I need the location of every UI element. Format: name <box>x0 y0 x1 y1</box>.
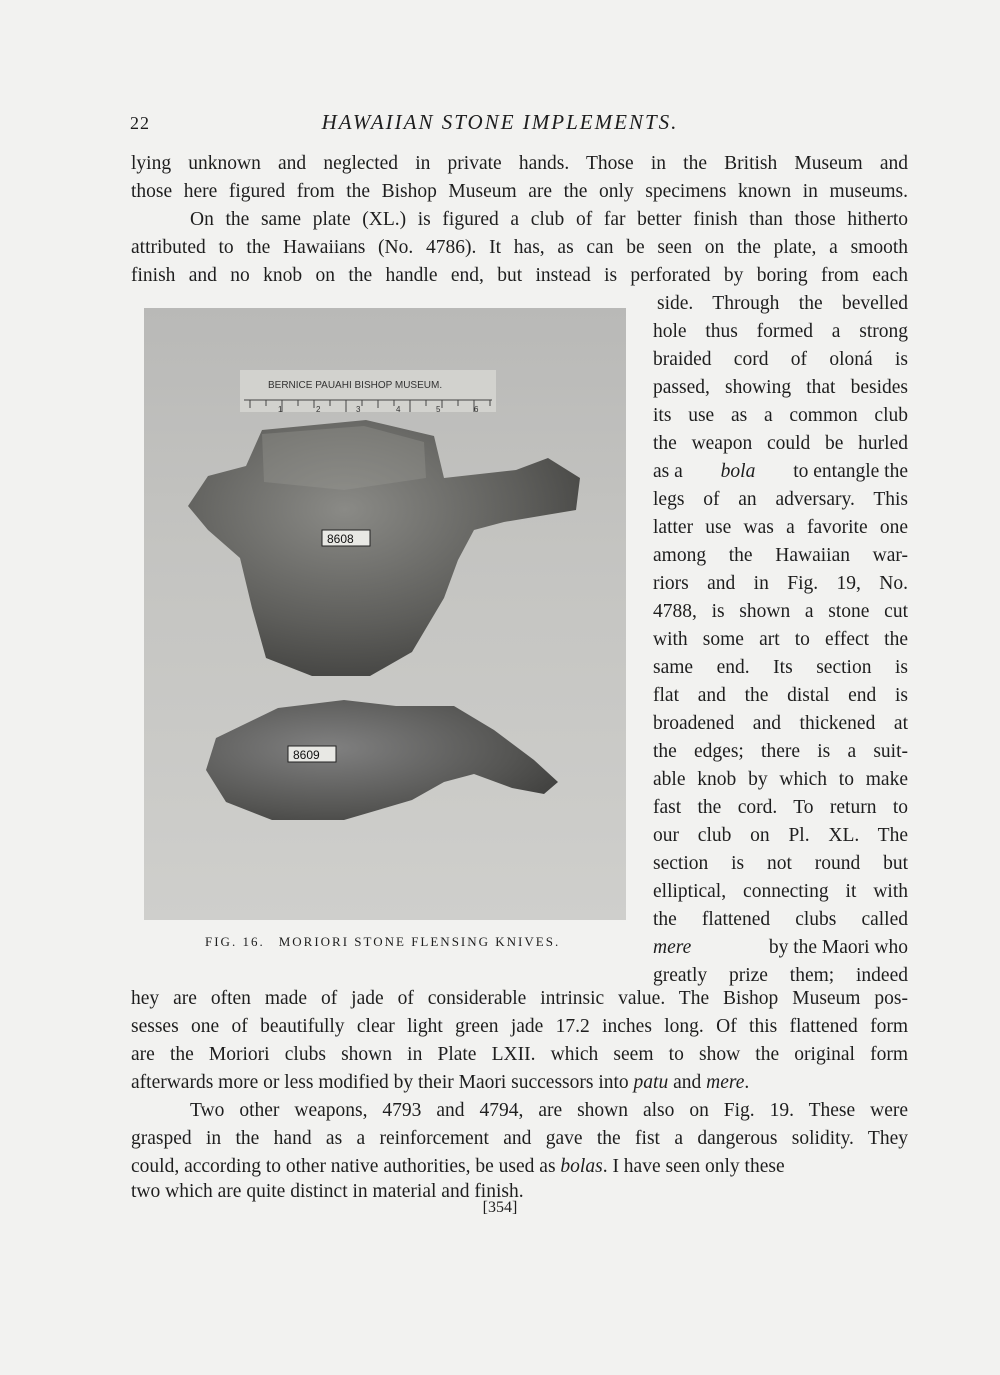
body-line: On the same plate (XL.) is figured a club of far better finish than those hitherto <box>190 209 908 230</box>
side-line: fast the cord. To return to <box>653 797 908 818</box>
body-line: are the Moriori clubs shown in Plate LXII. which seem to show the original form <box>131 1044 908 1065</box>
stone-knives-photo <box>144 308 626 920</box>
side-line: greatly prize them; indeed <box>653 965 908 986</box>
side-line: same end. Its section is <box>653 657 908 678</box>
side-line: among the Hawaiian war- <box>653 545 908 566</box>
body-line: grasped in the hand as a reinforcement and gave the fist a dangerous solidity. They <box>131 1128 908 1149</box>
side-line: section is not round but <box>653 853 908 874</box>
side-line: passed, showing that besides <box>653 377 908 398</box>
side-line: 4788, is shown a stone cut <box>653 601 908 622</box>
body-line: hey are often made of jade of considerable intrinsic value. The Bishop Museum pos- <box>131 988 908 1009</box>
ruler-tick-label: 4 <box>396 405 401 414</box>
side-line: the edges; there is a suit- <box>653 741 908 762</box>
tag-label: 8608 <box>327 532 354 546</box>
ruler-tick-label: 2 <box>316 405 321 414</box>
side-line: side. Through the bevelled <box>657 293 908 314</box>
side-line: broadened and thickened at <box>653 713 908 734</box>
body-line: two which are quite distinct in material and finish. <box>131 1181 524 1202</box>
caption-number: FIG. 16. <box>205 934 265 949</box>
side-line <box>653 934 908 961</box>
text-run: could, according to other native authorities, be used as <box>131 1156 561 1177</box>
side-line: latter use was a favorite one <box>653 517 908 538</box>
text-run: . <box>744 1072 750 1093</box>
ruler-tick-label: 5 <box>436 405 441 414</box>
text-run: patu <box>633 1072 669 1093</box>
stone-knife-lower <box>206 700 558 820</box>
body-line: Two other weapons, 4793 and 4794, are shown also on Fig. 19. These were <box>190 1100 908 1121</box>
text-run: bola <box>720 461 756 482</box>
museum-label: BERNICE PAUAHI BISHOP MUSEUM. <box>268 380 443 391</box>
side-line: the weapon could be hurled <box>653 433 908 454</box>
page-number: 22 <box>130 113 150 133</box>
body-line: sesses one of beautifully clear light green jade 17.2 inches long. Of this flattened form <box>131 1016 908 1037</box>
figure-caption <box>205 934 560 950</box>
body-line: lying unknown and neglected in private hands. Those in the British Museum and <box>131 153 908 174</box>
side-line: able knob by which to make <box>653 769 908 790</box>
side-line: legs of an adversary. This <box>653 489 908 510</box>
caption-title: MORIORI STONE FLENSING KNIVES. <box>278 934 561 949</box>
text-run: afterwards more or less modified by their Maori successors into <box>131 1072 634 1093</box>
side-line <box>653 458 908 485</box>
text-run: . I have seen only these <box>602 1156 785 1177</box>
text-run: mere <box>706 1072 745 1093</box>
text-run: as a <box>653 461 683 482</box>
running-head: HAWAIIAN STONE IMPLEMENTS. <box>321 110 679 134</box>
side-line: elliptical, connecting it with <box>653 881 908 902</box>
tag-label: 8609 <box>293 748 320 762</box>
side-line: riors and in Fig. 19, No. <box>653 573 908 594</box>
body-line <box>131 1153 908 1180</box>
text-run: bolas <box>560 1156 603 1177</box>
ruler-tick-label: 6 <box>474 405 479 414</box>
body-line <box>131 1069 908 1096</box>
body-line: those here figured from the Bishop Museum are the only specimens known in museums. <box>131 181 908 202</box>
text-run: mere <box>653 937 692 958</box>
side-line: hole thus formed a strong <box>653 321 908 342</box>
ruler-tick-label: 3 <box>356 405 361 414</box>
side-line: flat and the distal end is <box>653 685 908 706</box>
body-line: attributed to the Hawaiians (No. 4786). It has, as can be seen on the plate, a smooth <box>131 237 908 258</box>
body-line: finish and no knob on the handle end, but instead is perforated by boring from each <box>131 265 908 286</box>
text-run: and <box>668 1072 707 1093</box>
ruler-tick-label: 1 <box>278 405 283 414</box>
plate-reference: [354] <box>482 1199 518 1216</box>
side-line: braided cord of oloná is <box>653 349 908 370</box>
side-line: with some art to effect the <box>653 629 908 650</box>
text-run: by the Maori who <box>768 937 908 958</box>
side-line: its use as a common club <box>653 405 908 426</box>
text-run: to entangle the <box>793 461 908 482</box>
side-line: our club on Pl. XL. The <box>653 825 908 846</box>
figure-photograph <box>144 308 626 920</box>
side-line: the flattened clubs called <box>653 909 908 930</box>
